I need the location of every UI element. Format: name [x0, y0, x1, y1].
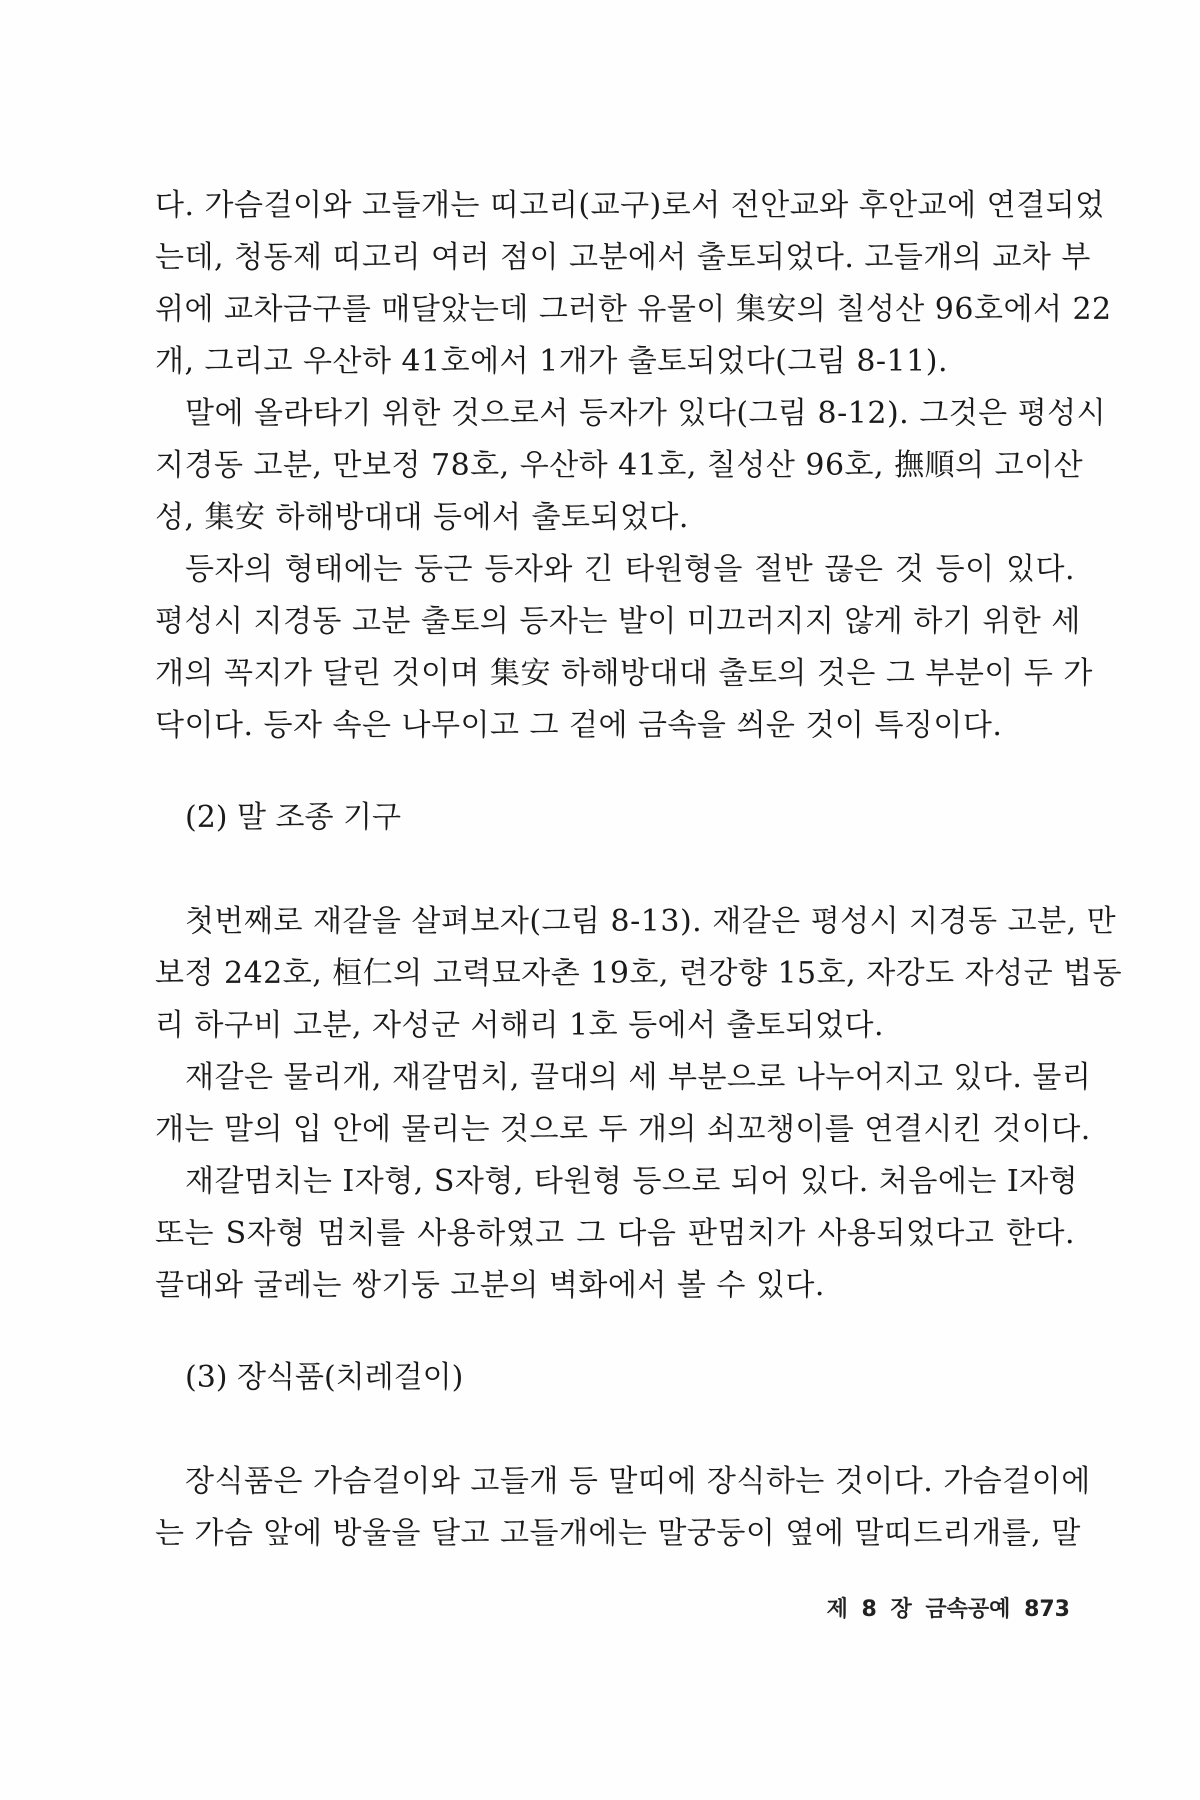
text-line: 는데, 청동제 띠고리 여러 점이 고분에서 출토되었다. 고들개의 교차 부 — [155, 240, 1091, 275]
text-line: 닥이다. 등자 속은 나무이고 그 겉에 금속을 씌운 것이 특징이다. — [155, 708, 1003, 743]
paragraph-7 — [155, 1456, 1091, 1560]
text-line: 는 가슴 앞에 방울을 달고 고들개에는 말궁둥이 옆에 말띠드리개를, 말 — [155, 1516, 1081, 1551]
text-line: 장식품은 가슴걸이와 고들개 등 말띠에 장식하는 것이다. 가슴걸이에 — [185, 1464, 1091, 1499]
paragraph-3 — [155, 544, 1093, 752]
text-line: 재갈멈치는 I자형, S자형, 타원형 등으로 되어 있다. 처음에는 I자형 — [185, 1164, 1079, 1199]
spacer — [155, 844, 1075, 896]
footer-title: 금속공예 — [925, 1597, 1011, 1622]
page-body — [155, 180, 1123, 1560]
paragraph-6 — [155, 1156, 1079, 1312]
text-line: 또는 S자형 멈치를 사용하였고 그 다음 판멈치가 사용되었다고 한다. — [155, 1216, 1075, 1251]
paragraph-4 — [155, 896, 1123, 1052]
text-line: 개는 말의 입 안에 물리는 것으로 두 개의 쇠꼬챙이를 연결시킨 것이다. — [155, 1112, 1091, 1147]
text-line: 말에 올라타기 위한 것으로서 등자가 있다(그림 8-12). 그것은 평성시 — [185, 396, 1107, 431]
text-line: 평성시 지경동 고분 출토의 등자는 발이 미끄러지지 않게 하기 위한 세 — [155, 604, 1081, 639]
text-line: 재갈은 물리개, 재갈멈치, 끌대의 세 부분으로 나누어지고 있다. 물리 — [185, 1060, 1092, 1095]
section-heading-3: (3) 장식품(치레걸이) — [185, 1360, 464, 1395]
text-line: 위에 교차금구를 매달았는데 그러한 유물이 集安의 칠성산 96호에서 22 — [155, 292, 1112, 327]
text-line: 리 하구비 고분, 자성군 서해리 1호 등에서 출토되었다. — [155, 1008, 884, 1043]
text-line: 첫번째로 재갈을 살펴보자(그림 8-13). 재갈은 평성시 지경동 고분, 만 — [185, 904, 1117, 939]
text-line: 끌대와 굴레는 쌍기둥 고분의 벽화에서 볼 수 있다. — [155, 1268, 825, 1303]
text-line: 등자의 형태에는 둥근 등자와 긴 타원형을 절반 끊은 것 등이 있다. — [185, 552, 1075, 587]
page-footer — [827, 1592, 1070, 1623]
footer-chapter: 제 8 장 — [826, 1597, 912, 1622]
paragraph-2 — [155, 388, 1107, 544]
paragraph-5 — [155, 1052, 1092, 1156]
text-line: 성, 集安 하해방대대 등에서 출토되었다. — [155, 500, 689, 535]
spacer — [155, 752, 1075, 792]
spacer — [155, 1312, 1075, 1352]
spacer — [155, 1404, 1075, 1456]
text-line: 지경동 고분, 만보정 78호, 우산하 41호, 칠성산 96호, 撫順의 고이산 — [155, 448, 1084, 483]
text-line: 다. 가슴걸이와 고들개는 띠고리(교구)로서 전안교와 후안교에 연결되었 — [155, 188, 1105, 223]
page-number: 873 — [1024, 1597, 1070, 1622]
section-heading-2: (2) 말 조종 기구 — [185, 800, 402, 835]
paragraph-1 — [155, 180, 1112, 388]
text-line: 개, 그리고 우산하 41호에서 1개가 출토되었다(그림 8-11). — [155, 344, 948, 379]
text-line: 개의 꼭지가 달린 것이며 集安 하해방대대 출토의 것은 그 부분이 두 가 — [155, 656, 1093, 691]
text-line: 보정 242호, 桓仁의 고력묘자촌 19호, 련강향 15호, 자강도 자성군 법동 — [155, 956, 1123, 991]
